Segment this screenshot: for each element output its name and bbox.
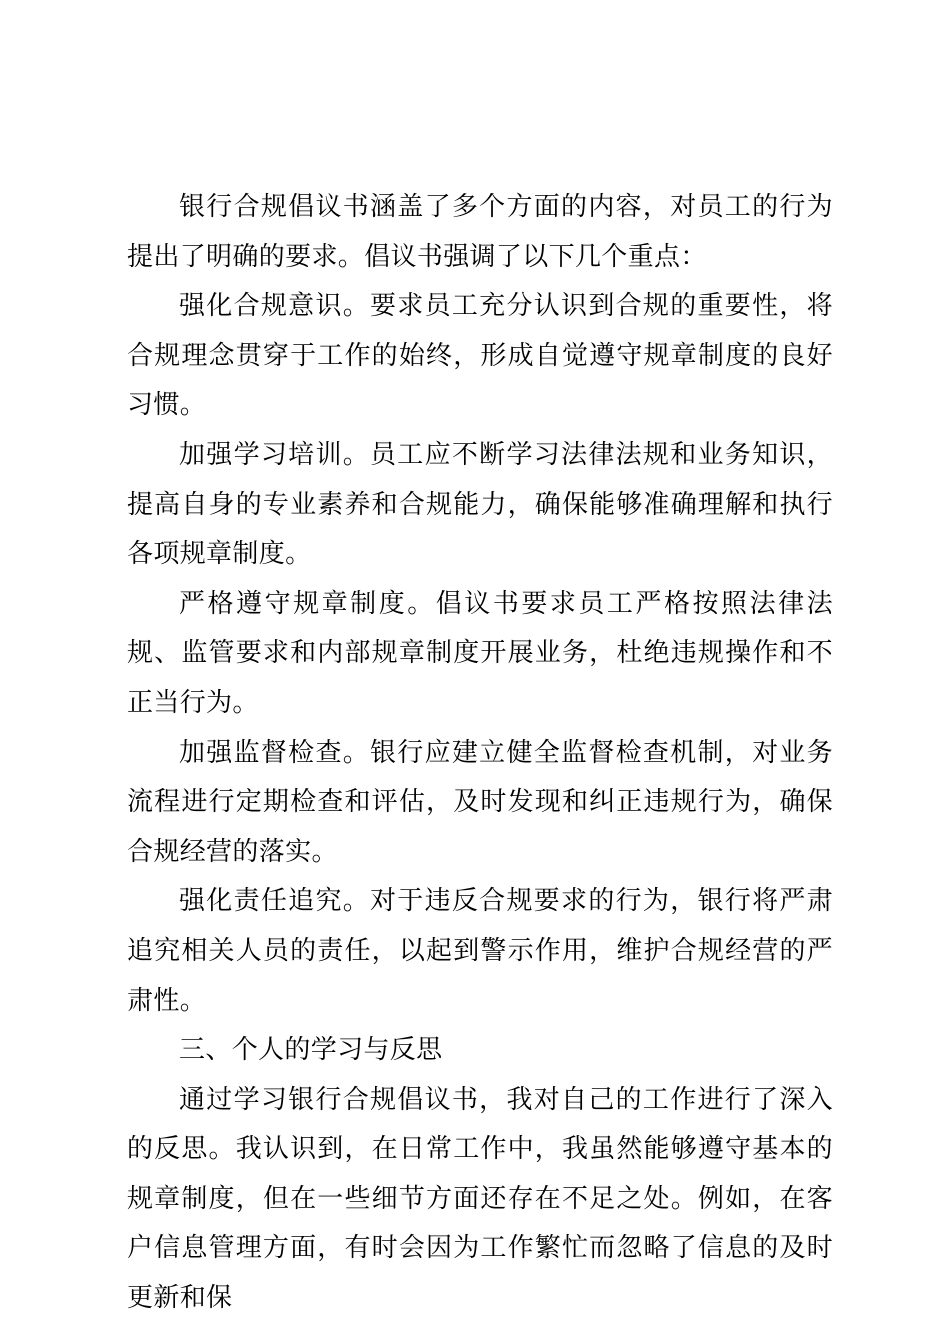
paragraph-rules: 严格遵守规章制度。倡议书要求员工严格按照法律法规、监管要求和内部规章制度开展业务，杜绝违规操作和不正当行为。: [127, 588, 833, 718]
paragraph-intro: 银行合规倡议书涵盖了多个方面的内容，对员工的行为提出了明确的要求。倡议书强调了以下几个重点：: [127, 192, 833, 272]
paragraph-supervision: 加强监督检查。银行应建立健全监督检查机制，对业务流程进行定期检查和评估，及时发现和纠正违规行为，确保合规经营的落实。: [127, 737, 833, 867]
paragraph-accountability: 强化责任追究。对于违反合规要求的行为，银行将严肃追究相关人员的责任，以起到警示作用，维护合规经营的严肃性。: [127, 886, 833, 1016]
paragraph-training: 加强学习培训。员工应不断学习法律法规和业务知识，提高自身的专业素养和合规能力，确保能够准确理解和执行各项规章制度。: [127, 439, 833, 570]
paragraph-compliance-awareness: 强化合规意识。要求员工充分认识到合规的重要性，将合规理念贯穿于工作的始终，形成自觉遵守规章制度的良好习惯。: [127, 291, 833, 421]
paragraph-reflection: 通过学习银行合规倡议书，我对自己的工作进行了深入的反思。我认识到，在日常工作中，我虽然能够遵守基本的规章制度，但在一些细节方面还存在不足之处。例如，在客户信息管理方面，有时会因为工作繁忙而忽略了信息的及时更新和保: [127, 1084, 833, 1314]
document-body: [127, 183, 833, 1324]
section-heading-reflection: 三、个人的学习与反思: [179, 1035, 443, 1066]
